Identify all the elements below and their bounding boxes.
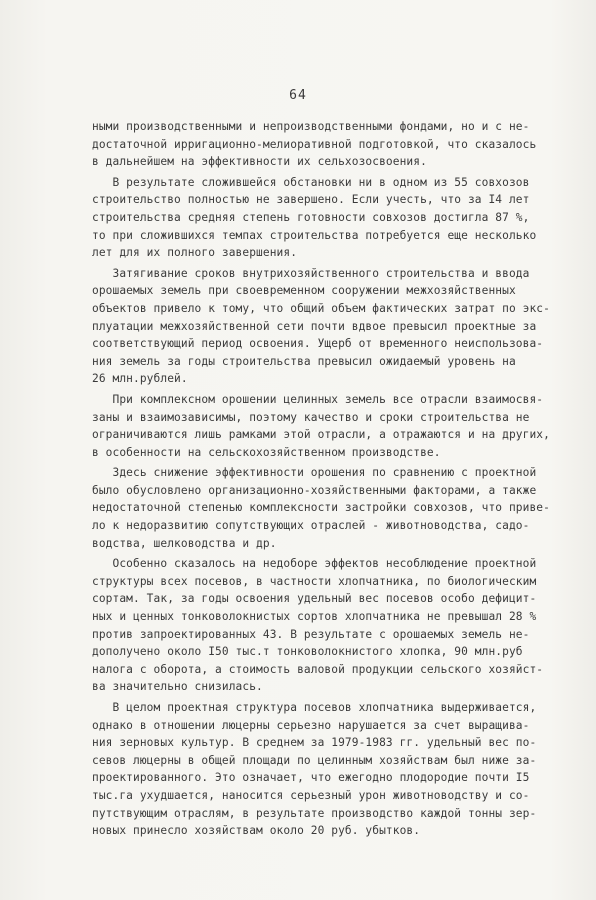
text-line: дополучено около I50 тыс.т тонковолокнистого хлопка, 90 млн.руб [92,645,523,659]
text-line: путствующим отраслям, в результате производство каждой тонны зер- [92,806,537,820]
text-line: В целом проектная структура посевов хлопчатника выдерживается, [92,701,537,714]
text-line: недостаточной степенью комплексности застройки совхозов, что приве- [92,501,550,515]
text-line: строительства средняя степень готовности совхозов достигла 87 %, [92,210,530,224]
text-line: достаточной ирригационно-мелиоративной подготовкой, что сказалось [92,137,537,151]
text-line: Здесь снижение эффективности орошения по сравнению с проектной [92,466,537,480]
text-line: ния земель за годы строительства превысил ожидаемый уровень на [92,354,516,368]
text-line: ными производственными и непроизводственными фондами, но и с не- [92,120,530,133]
text-line: ва значительно снизилась. [92,680,263,694]
text-line: заны и взаимозависимы, поэтому качество и сроки строительства не [92,410,530,424]
text-line: Особенно сказалось на недоборе эффектов несоблюдение проектной [92,557,537,571]
text-line: 26 млн.рублей. [92,372,188,386]
text-line: в дальнейшем на эффективности их сельхозосвоения. [92,155,427,169]
body-text [92,118,562,840]
text-line: в особенности на сельскохозяйственном производстве. [92,445,441,459]
text-line: соответствующий период освоения. Ущерб от временного неиспользова- [92,337,544,351]
text-line: новых принесло хозяйствам около 20 руб. убытков. [92,824,421,838]
text-line: ограничиваются лишь рамками этой отрасли, а отражаются и на других, [92,428,550,442]
text-line: орошаемых земель при своевременном сооружении межхозяйственных [92,284,516,298]
text-line: севов люцерны в общей площади по целинным хозяйствам был ниже за- [92,753,537,767]
text-line: ло к недоразвитию сопутствующих отраслей - животноводства, садо- [92,519,530,533]
text-line: структуры всех посевов, в частности хлопчатника, по биологическим [92,574,537,588]
text-line: объектов привело к тому, что общий объем фактических затрат по экс- [92,301,550,315]
text-line: налога с оборота, а стоимость валовой продукции сельского хозяйст- [92,662,544,676]
text-line: то при сложившихся темпах строительства потребуется еще несколько [92,228,537,242]
text-line: проектированного. Это означает, что ежегодно плодородие почти I5 [92,771,530,785]
text-line: плуатации межхозяйственной сети почти вдвое превысил проектные за [92,319,537,333]
text-line: водства, шелководства и др. [92,536,277,550]
text-line: При комплексном орошении целинных земель все отрасли взаимосвя- [92,392,544,406]
text-line: ния зерновых культур. В среднем за 1979-1983 гг. удельный вес по- [92,736,537,750]
text-line: В результате сложившейся обстановки ни в одном из 55 совхозов [92,175,530,189]
text-line: строительство полностью не завершено. Если учесть, что за I4 лет [92,193,530,207]
text-line: Затягивание сроков внутрихозяйственного строительства и ввода [92,266,530,280]
text-line: ных и ценных тонковолокнистых сортов хлопчатника не превышал 28 % [92,610,537,624]
text-line: лет для их полного завершения. [92,246,298,260]
text-line: было обусловлено организационно-хозяйственными факторами, а также [92,483,537,497]
text-line: однако в отношении люцерны серьезно нарушается за счет выращива- [92,718,530,732]
text-line: против запроектированных 43. В результате с орошаемых земель не- [92,627,530,641]
text-line: сортам. Так, за годы освоения удельный вес посевов особо дефицит- [92,592,537,606]
text-line: тыс.га ухудшается, наносится серьезный урон животноводству и со- [92,788,530,802]
page-number: 64 [289,88,307,103]
